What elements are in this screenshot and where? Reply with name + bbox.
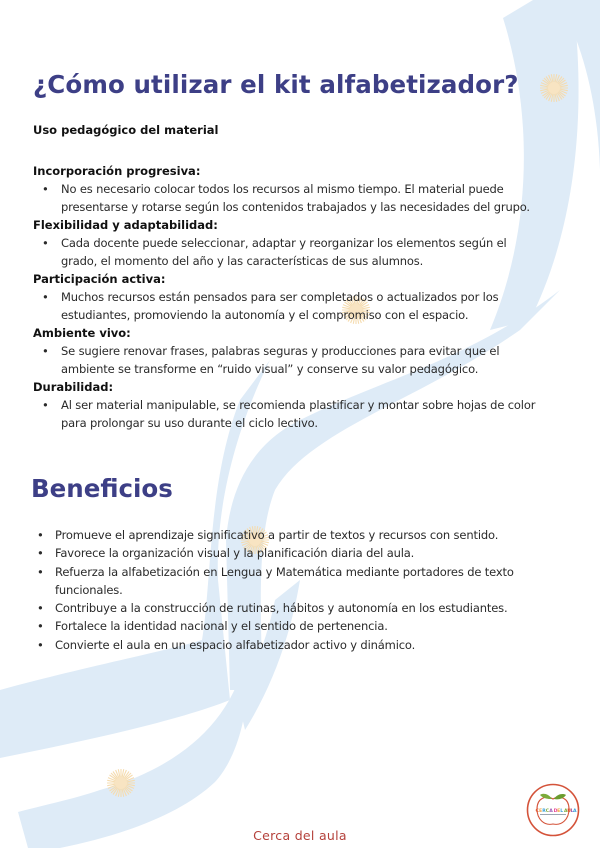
section-bullet-item bbox=[33, 234, 578, 270]
benefit-item bbox=[37, 563, 582, 600]
section-heading: Incorporación progresiva: bbox=[33, 164, 201, 178]
benefit-text: Refuerza la alfabetización en Lengua y Matemática mediante portadores de texto bbox=[55, 564, 514, 579]
footer-brand-text: Cerca del aula bbox=[253, 828, 347, 843]
svg-text:R: R bbox=[542, 809, 546, 814]
section-text-line: presentarse y rotarse según los contenidos trabajados y las necesidades del grupo. bbox=[61, 200, 530, 214]
section-heading: Flexibilidad y adaptabilidad: bbox=[33, 218, 218, 232]
benefit-item bbox=[37, 526, 582, 544]
page-subtitle: Uso pedagógico del material bbox=[33, 123, 219, 137]
svg-text:A: A bbox=[549, 809, 553, 814]
svg-text:A: A bbox=[564, 809, 568, 814]
bullet-icon: • bbox=[42, 398, 49, 412]
benefit-text: Fortalece la identidad nacional y el sentido de pertenencia. bbox=[55, 619, 388, 634]
benefit-text: Promueve el aprendizaje significativo a partir de textos y recursos con sentido. bbox=[55, 528, 499, 542]
section-text-line: Muchos recursos están pensados para ser completados o actualizados por los bbox=[61, 290, 499, 304]
svg-text:U: U bbox=[567, 809, 572, 814]
bullet-icon: • bbox=[37, 546, 44, 561]
section-incorporacion bbox=[33, 162, 578, 216]
benefit-text: funcionales. bbox=[55, 582, 123, 597]
svg-text:D: D bbox=[553, 809, 558, 814]
benefit-item bbox=[37, 544, 582, 562]
bullet-icon: • bbox=[42, 236, 49, 250]
section-bullet-item bbox=[33, 288, 578, 324]
svg-text:E: E bbox=[539, 809, 543, 814]
benefits-list bbox=[37, 526, 582, 654]
section-text-line: Al ser material manipulable, se recomienda plastificar y montar sobre hojas de color bbox=[61, 398, 536, 412]
section-text-line: para prolongar su uso durante el ciclo lectivo. bbox=[61, 416, 318, 430]
bullet-icon: • bbox=[42, 182, 49, 196]
section-heading: Durabilidad: bbox=[33, 380, 114, 394]
benefit-item bbox=[37, 599, 582, 617]
svg-text:A: A bbox=[573, 809, 577, 814]
svg-text:L: L bbox=[560, 809, 564, 814]
svg-text:E: E bbox=[557, 809, 561, 814]
section-flexibilidad bbox=[33, 216, 578, 270]
benefit-text: Favorece la organización visual y la planificación diaria del aula. bbox=[55, 546, 415, 561]
section-text-line: ambiente se transforme en “ruido visual” y conserve su valor pedagógico. bbox=[61, 362, 479, 376]
section-bullet-item bbox=[33, 342, 578, 378]
benefit-text: Contribuye a la construcción de rutinas, hábitos y autonomía en los estudiantes. bbox=[55, 601, 508, 616]
benefits-title: Beneficios bbox=[31, 474, 173, 503]
benefit-item bbox=[37, 636, 582, 654]
benefit-text: Convierte el aula en un espacio alfabetizador activo y dinámico. bbox=[55, 637, 416, 652]
svg-text:C: C bbox=[545, 809, 550, 814]
section-bullet-item bbox=[33, 180, 578, 216]
bullet-icon: • bbox=[37, 619, 44, 634]
section-durabilidad bbox=[33, 378, 578, 432]
section-text-line: grado, el momento del año y las características de sus alumnos. bbox=[61, 254, 424, 268]
section-bullet-item bbox=[33, 396, 578, 432]
apple-logo-icon bbox=[526, 783, 580, 837]
bullet-icon: • bbox=[37, 564, 44, 579]
svg-text:C: C bbox=[535, 809, 539, 814]
bullet-icon: • bbox=[37, 637, 44, 652]
section-text-line: estudiantes, promoviendo la autonomía y el compromiso con el espacio. bbox=[61, 308, 469, 322]
usage-sections bbox=[33, 162, 578, 432]
section-text-line: Se sugiere renovar frases, palabras seguras y producciones para evitar que el bbox=[61, 344, 500, 358]
section-heading: Ambiente vivo: bbox=[33, 326, 131, 340]
benefit-item bbox=[37, 617, 582, 635]
bullet-icon: • bbox=[37, 601, 44, 616]
section-text-line: Cada docente puede seleccionar, adaptar y reorganizar los elementos según el bbox=[61, 236, 507, 250]
page-title: ¿Cómo utilizar el kit alfabetizador? bbox=[33, 70, 519, 99]
bullet-icon: • bbox=[42, 290, 49, 304]
section-heading: Participación activa: bbox=[33, 272, 166, 286]
bullet-icon: • bbox=[37, 528, 44, 542]
section-participacion bbox=[33, 270, 578, 324]
section-ambiente bbox=[33, 324, 578, 378]
svg-text:L: L bbox=[570, 809, 574, 814]
bullet-icon: • bbox=[42, 344, 49, 358]
section-text-line: No es necesario colocar todos los recursos al mismo tiempo. El material puede bbox=[61, 182, 504, 196]
